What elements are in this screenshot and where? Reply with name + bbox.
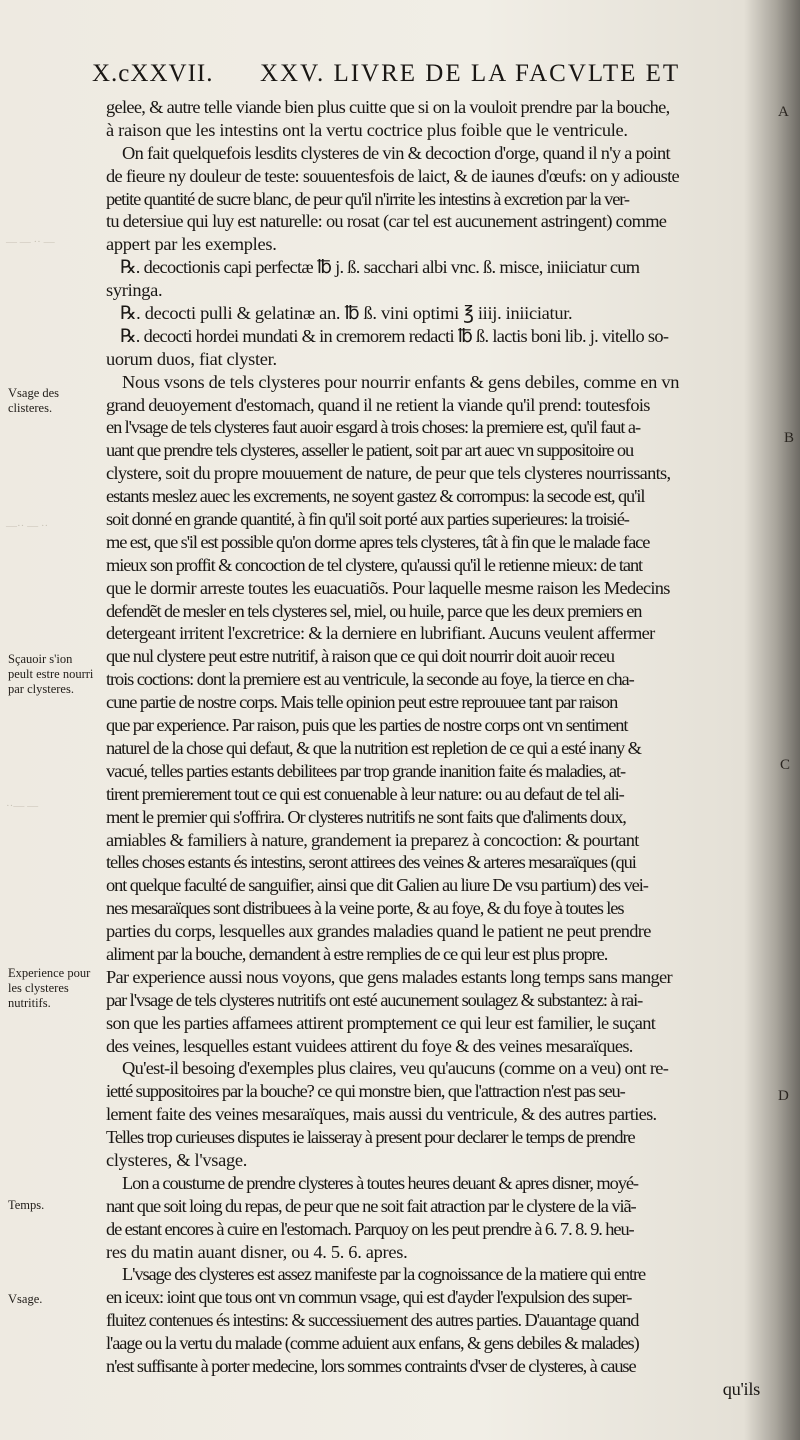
section-letter-c: C xyxy=(780,757,791,773)
section-letter-d: D xyxy=(778,1088,789,1104)
text-line: parties du corps, lesquelles aux grandes maladies quand le patient ne peut prendre xyxy=(106,921,651,942)
text-line: appert par les exemples. xyxy=(106,234,277,255)
text-line: Telles trop curieuses disputes ie laisseray à present pour declarer le temps de prendre xyxy=(106,1127,635,1148)
catchword: qu'ils xyxy=(722,1378,760,1399)
text-line: ont quelque faculté de sanguifier, ainsi que dit Galien au liure De vsu partium) des vei- xyxy=(106,875,648,896)
text-line: que nul clystere peut estre nutritif, à raison que ce qui doit nourrir doit auoir receu xyxy=(106,646,614,667)
text-line: gelee, & autre telle viande bien plus cuitte que si on la vouloit prendre par la bouche, xyxy=(106,97,670,117)
text-line: tirent premierement tout ce qui est conuenable à leur nature: ou au defaut de tel ali- xyxy=(106,783,624,804)
text-line: de estant encores à cuire en l'estomach. Parquoy on les peut prendre à 6. 7. 8. 9. heu- xyxy=(106,1218,634,1239)
text-line: estants meslez auec les excrements, ne soyent gastez & corrompus: la secode est, qu'il xyxy=(106,486,645,507)
text-line: ℞. decocti hordei mundati & in cremorem redacti ℔ ß. lactis boni lib. j. vitello so- xyxy=(120,325,669,346)
text-line: mieux son proffit & concoction de tel clystere, qu'aussi qu'il le retienne mieux: de tant xyxy=(106,554,643,575)
margin-note-temps: Temps. xyxy=(8,1198,45,1212)
text-line: On fait quelquefois lesdits clysteres de vin & decoction d'orge, quand il n'y a point xyxy=(122,142,670,163)
text-line: trois coctions: dont la premiere est au ventricule, la seconde au foye, la tierce en cha- xyxy=(106,669,634,690)
text-line: ietté suppositoires par la bouche? ce qui monstre bien, que l'attraction n'est pas seu- xyxy=(106,1081,625,1102)
text-line: aliment par la bouche, demandent à estre remplies de ce qui leur est plus propre. xyxy=(106,943,608,964)
text-line: lement faite des veines mesaraïques, mais aussi du ventricule, & des autres parties. xyxy=(106,1104,657,1125)
text-line: naturel de la chose qui defaut, & que la nutrition est repletion de ce qui a esté inany & xyxy=(106,737,641,758)
text-line: soit donné en grande quantité, à fin qu'il soit porté aux parties superieures: la troisié- xyxy=(106,509,629,530)
text-line: tu detersiue qui luy est naturelle: ou rosat (car tel est aucunement astringent) comme xyxy=(106,211,667,232)
text-line: telles choses estants és intestins, seront attirees des veines & arteres mesaraïques (qui xyxy=(106,852,636,873)
running-title: XXV. LIVRE DE LA FACVLTE ET xyxy=(260,60,681,87)
text-line: clystere, soit du propre mouuement de nature, de peur que tels clysteres nourrissants, xyxy=(106,463,671,484)
text-line: petite quantité de sucre blanc, de peur qu'il n'irrite les intestins à excretion par la ver- xyxy=(106,188,629,209)
body-text xyxy=(106,96,766,1401)
show-through-text: — — ·· — xyxy=(6,236,55,248)
text-line: de fieure ny douleur de teste: souuentesfois de laict, & de iaunes d'œufs: on y adiouste xyxy=(106,165,679,186)
show-through-text: —·· — ·· xyxy=(6,520,49,532)
text-line: Nous vsons de tels clysteres pour nourrir enfants & gens debiles, comme en vn xyxy=(122,371,680,392)
text-line: fluitez contenues és intestins: & successiuement des autres parties. D'auantage quand xyxy=(106,1310,639,1331)
text-line: me est, que s'il est possible qu'on dorme apres tels clysteres, tât à fin que le malade face xyxy=(106,531,650,552)
text-line: l'aage ou la vertu du malade (comme aduient aux enfans, & gens debiles & malades) xyxy=(106,1333,639,1354)
text-line: detergeant irritent l'excretrice: & la derniere en lubrifiant. Aucuns veulent affermer xyxy=(106,623,655,644)
text-line: par l'vsage de tels clysteres nutritifs ont esté aucunement soulagez & substantez: à rai- xyxy=(106,989,643,1010)
text-line: res du matin auant disner, ou 4. 5. 6. apres. xyxy=(106,1241,408,1262)
margin-note-vsage: Vsage. xyxy=(8,1292,43,1306)
show-through-text: ··— — xyxy=(6,800,39,812)
text-line: en l'vsage de tels clysteres faut auoir esgard à trois choses: la premiere est, qu'il faut a- xyxy=(106,417,640,438)
text-line: grand deuoyement d'estomach, quand il ne retient la viande qu'il prend: toutesfois xyxy=(106,394,650,415)
text-line: uorum duos, fiat clyster. xyxy=(106,348,277,369)
text-line: Par experience aussi nous voyons, que gens malades estants long temps sans manger xyxy=(106,966,672,987)
text-line: L'vsage des clysteres est assez manifeste par la cognoissance de la matiere qui entre xyxy=(122,1264,646,1285)
text-line: en iceux: ioint que tous ont vn commun vsage, qui est d'ayder l'expulsion des super- xyxy=(106,1287,632,1308)
text-line: Lon a coustume de prendre clysteres à toutes heures deuant & apres disner, moyé- xyxy=(122,1172,638,1193)
text-line: clysteres, & l'vsage. xyxy=(106,1149,248,1170)
text-line: Qu'est-il besoing d'exemples plus claires, veu qu'aucuns (comme on a veu) ont re- xyxy=(122,1058,669,1079)
folio-number: X.cXXVII. xyxy=(92,60,214,87)
text-line: n'est suffisante à porter medecine, lors sommes contraints d'vser de clysteres, à cause xyxy=(106,1355,636,1376)
text-line: ment le premier qui s'offrira. Or clysteres nutritifs ne sont faits que d'aliments doux, xyxy=(106,806,626,827)
text-line: ℞. decocti pulli & gelatinæ an. ℔ ß. vini optimi ℥ iiij. iniiciatur. xyxy=(120,303,573,324)
text-line: cune partie de nostre corps. Mais telle opinion peut estre reprouuee tant par raison xyxy=(106,692,618,713)
text-line: uant que prendre tels clysteres, asseller le patient, soit par art auec vn suppositoire ou xyxy=(106,440,634,461)
text-line: à raison que les intestins ont la vertu coctrice plus foible que le ventricule. xyxy=(106,119,628,140)
text-line: vacué, telles parties estants debilitees par trop grande inanition faite és maladies, at- xyxy=(106,760,625,781)
section-letter-b: B xyxy=(784,430,795,446)
text-line: amiables & familiers à nature, grandement ia preparez à concoction: & pourtant xyxy=(106,829,639,850)
margin-note-scauoir: Sçauoir s'ion peult estre nourri par clysteres. xyxy=(8,652,94,696)
section-letter-a: A xyxy=(778,104,789,120)
text-line: nant que soit loing du repas, de peur que ne soit fait atraction par le clystere de la viã- xyxy=(106,1195,636,1216)
margin-note-vsage-clisteres: Vsage des clisteres. xyxy=(8,386,60,415)
text-line: ℞. decoctionis capi perfectæ ℔ j. ß. sacchari albi vnc. ß. misce, iniiciatur cum xyxy=(120,257,640,278)
text-line: des veines, lesquelles estant vuidees attirent du foye & des veines mesaraïques. xyxy=(106,1035,633,1056)
running-head xyxy=(92,60,722,96)
text-line: son que les parties affamees attirent promptement ce qui leur est familier, le suçant xyxy=(106,1012,656,1033)
text-line: defendẽt de mesler en tels clysteres sel, miel, ou huile, parce que les deux premiers en xyxy=(106,600,642,621)
text-line: nes mesaraïques sont distribuees à la veine porte, & au foye, & du foye à toutes les xyxy=(106,898,624,919)
text-line: que par experience. Par raison, puis que les parties de nostre corps ont vn sentiment xyxy=(106,715,628,736)
margin-note-experience: Experience pour les clysteres nutritifs. xyxy=(8,966,91,1010)
text-line: syringa. xyxy=(106,280,163,301)
text-line: que le dormir arreste toutes les euacuatiõs. Pour laquelle mesme raison les Medecins xyxy=(106,577,670,598)
